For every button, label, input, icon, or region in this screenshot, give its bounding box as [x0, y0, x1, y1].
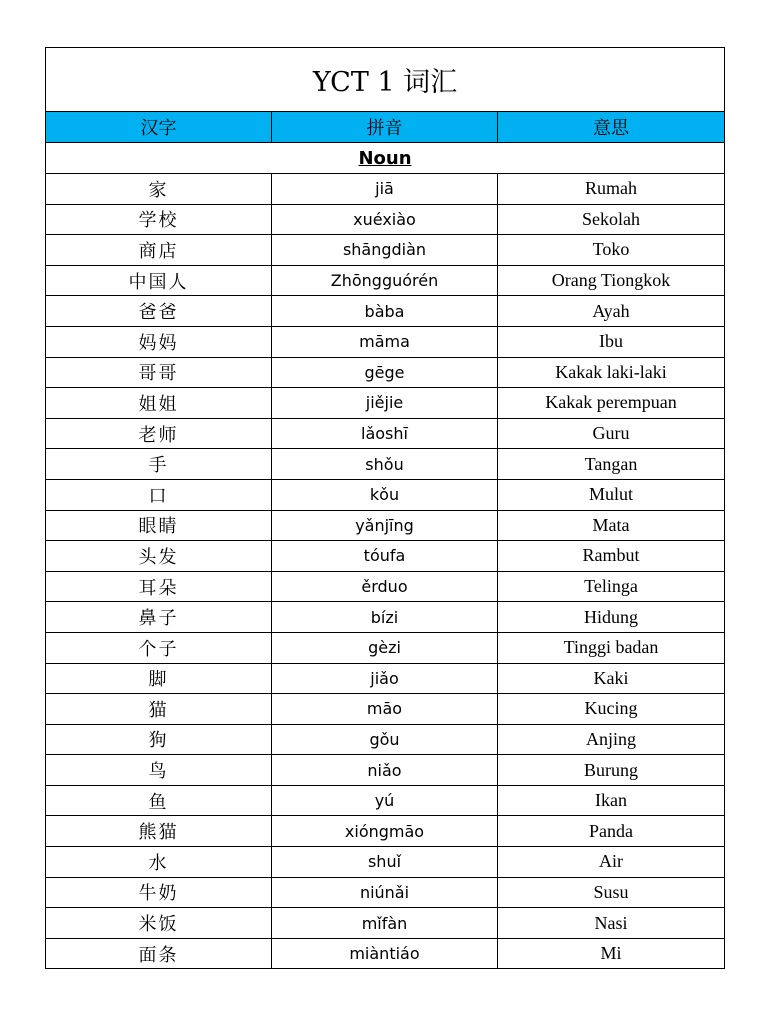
- cell-meaning: Telinga: [498, 571, 725, 602]
- table-row: [46, 877, 725, 908]
- cell-meaning: Ayah: [498, 296, 725, 327]
- cell-meaning: Orang Tiongkok: [498, 265, 725, 296]
- table-row: [46, 908, 725, 939]
- cell-meaning: Hidung: [498, 602, 725, 633]
- cell-pinyin: kǒu: [272, 479, 498, 510]
- header-pinyin: 拼音: [272, 112, 498, 143]
- table-row: [46, 571, 725, 602]
- cell-meaning: Anjing: [498, 724, 725, 755]
- cell-hanzi: 熊猫: [46, 816, 272, 847]
- cell-meaning: Kakak perempuan: [498, 388, 725, 419]
- cell-pinyin: shǒu: [272, 449, 498, 480]
- cell-pinyin: jiā: [272, 174, 498, 205]
- cell-pinyin: gēge: [272, 357, 498, 388]
- cell-hanzi: 鱼: [46, 785, 272, 816]
- cell-meaning: Toko: [498, 235, 725, 266]
- table-row: [46, 265, 725, 296]
- cell-pinyin: xuéxiào: [272, 204, 498, 235]
- cell-pinyin: lǎoshī: [272, 418, 498, 449]
- cell-hanzi: 家: [46, 174, 272, 205]
- table-row: [46, 174, 725, 205]
- cell-pinyin: mǐfàn: [272, 908, 498, 939]
- cell-hanzi: 老师: [46, 418, 272, 449]
- cell-pinyin: Zhōngguórén: [272, 265, 498, 296]
- cell-pinyin: gèzi: [272, 632, 498, 663]
- cell-hanzi: 猫: [46, 694, 272, 725]
- cell-pinyin: tóufa: [272, 541, 498, 572]
- cell-meaning: Sekolah: [498, 204, 725, 235]
- cell-pinyin: niǎo: [272, 755, 498, 786]
- cell-pinyin: bízi: [272, 602, 498, 633]
- cell-meaning: Mulut: [498, 479, 725, 510]
- cell-pinyin: yú: [272, 785, 498, 816]
- table-row: [46, 694, 725, 725]
- cell-hanzi: 学校: [46, 204, 272, 235]
- cell-meaning: Tinggi badan: [498, 632, 725, 663]
- cell-meaning: Mi: [498, 938, 725, 969]
- cell-pinyin: gǒu: [272, 724, 498, 755]
- cell-hanzi: 面条: [46, 938, 272, 969]
- cell-hanzi: 眼睛: [46, 510, 272, 541]
- table-row: [46, 663, 725, 694]
- vocabulary-table: [45, 47, 725, 969]
- cell-hanzi: 姐姐: [46, 388, 272, 419]
- cell-meaning: Ikan: [498, 785, 725, 816]
- cell-hanzi: 口: [46, 479, 272, 510]
- cell-pinyin: māo: [272, 694, 498, 725]
- table-row: [46, 479, 725, 510]
- table-row: [46, 296, 725, 327]
- cell-hanzi: 爸爸: [46, 296, 272, 327]
- cell-pinyin: ěrduo: [272, 571, 498, 602]
- category-label: Noun: [46, 143, 725, 174]
- cell-meaning: Kucing: [498, 694, 725, 725]
- header-meaning: 意思: [498, 112, 725, 143]
- cell-hanzi: 鼻子: [46, 602, 272, 633]
- table-row: [46, 632, 725, 663]
- cell-hanzi: 鸟: [46, 755, 272, 786]
- table-row: [46, 847, 725, 878]
- cell-meaning: Burung: [498, 755, 725, 786]
- cell-pinyin: shuǐ: [272, 847, 498, 878]
- cell-hanzi: 商店: [46, 235, 272, 266]
- cell-hanzi: 牛奶: [46, 877, 272, 908]
- header-hanzi: 汉字: [46, 112, 272, 143]
- header-row: [46, 112, 725, 143]
- cell-meaning: Rumah: [498, 174, 725, 205]
- table-row: [46, 204, 725, 235]
- cell-pinyin: niúnǎi: [272, 877, 498, 908]
- table-row: [46, 235, 725, 266]
- cell-hanzi: 水: [46, 847, 272, 878]
- cell-meaning: Guru: [498, 418, 725, 449]
- cell-hanzi: 耳朵: [46, 571, 272, 602]
- cell-pinyin: māma: [272, 326, 498, 357]
- cell-meaning: Susu: [498, 877, 725, 908]
- category-row: [46, 143, 725, 174]
- title-row: [46, 48, 725, 112]
- table-row: [46, 449, 725, 480]
- cell-meaning: Air: [498, 847, 725, 878]
- cell-meaning: Kakak laki-laki: [498, 357, 725, 388]
- cell-meaning: Kaki: [498, 663, 725, 694]
- cell-hanzi: 米饭: [46, 908, 272, 939]
- page-title: YCT 1 词汇: [46, 48, 725, 112]
- cell-hanzi: 手: [46, 449, 272, 480]
- cell-pinyin: jiǎo: [272, 663, 498, 694]
- table-row: [46, 541, 725, 572]
- table-row: [46, 785, 725, 816]
- cell-pinyin: miàntiáo: [272, 938, 498, 969]
- cell-pinyin: bàba: [272, 296, 498, 327]
- table-row: [46, 326, 725, 357]
- cell-pinyin: xióngmāo: [272, 816, 498, 847]
- cell-hanzi: 哥哥: [46, 357, 272, 388]
- cell-pinyin: jiějie: [272, 388, 498, 419]
- cell-hanzi: 狗: [46, 724, 272, 755]
- cell-meaning: Nasi: [498, 908, 725, 939]
- cell-meaning: Mata: [498, 510, 725, 541]
- cell-hanzi: 个子: [46, 632, 272, 663]
- cell-hanzi: 中国人: [46, 265, 272, 296]
- cell-hanzi: 脚: [46, 663, 272, 694]
- table-row: [46, 388, 725, 419]
- cell-meaning: Panda: [498, 816, 725, 847]
- table-row: [46, 602, 725, 633]
- table-row: [46, 816, 725, 847]
- table-row: [46, 510, 725, 541]
- table-row: [46, 755, 725, 786]
- table-row: [46, 357, 725, 388]
- table-row: [46, 418, 725, 449]
- cell-hanzi: 妈妈: [46, 326, 272, 357]
- cell-meaning: Rambut: [498, 541, 725, 572]
- cell-meaning: Ibu: [498, 326, 725, 357]
- cell-hanzi: 头发: [46, 541, 272, 572]
- cell-meaning: Tangan: [498, 449, 725, 480]
- cell-pinyin: shāngdiàn: [272, 235, 498, 266]
- table-row: [46, 724, 725, 755]
- table-row: [46, 938, 725, 969]
- cell-pinyin: yǎnjīng: [272, 510, 498, 541]
